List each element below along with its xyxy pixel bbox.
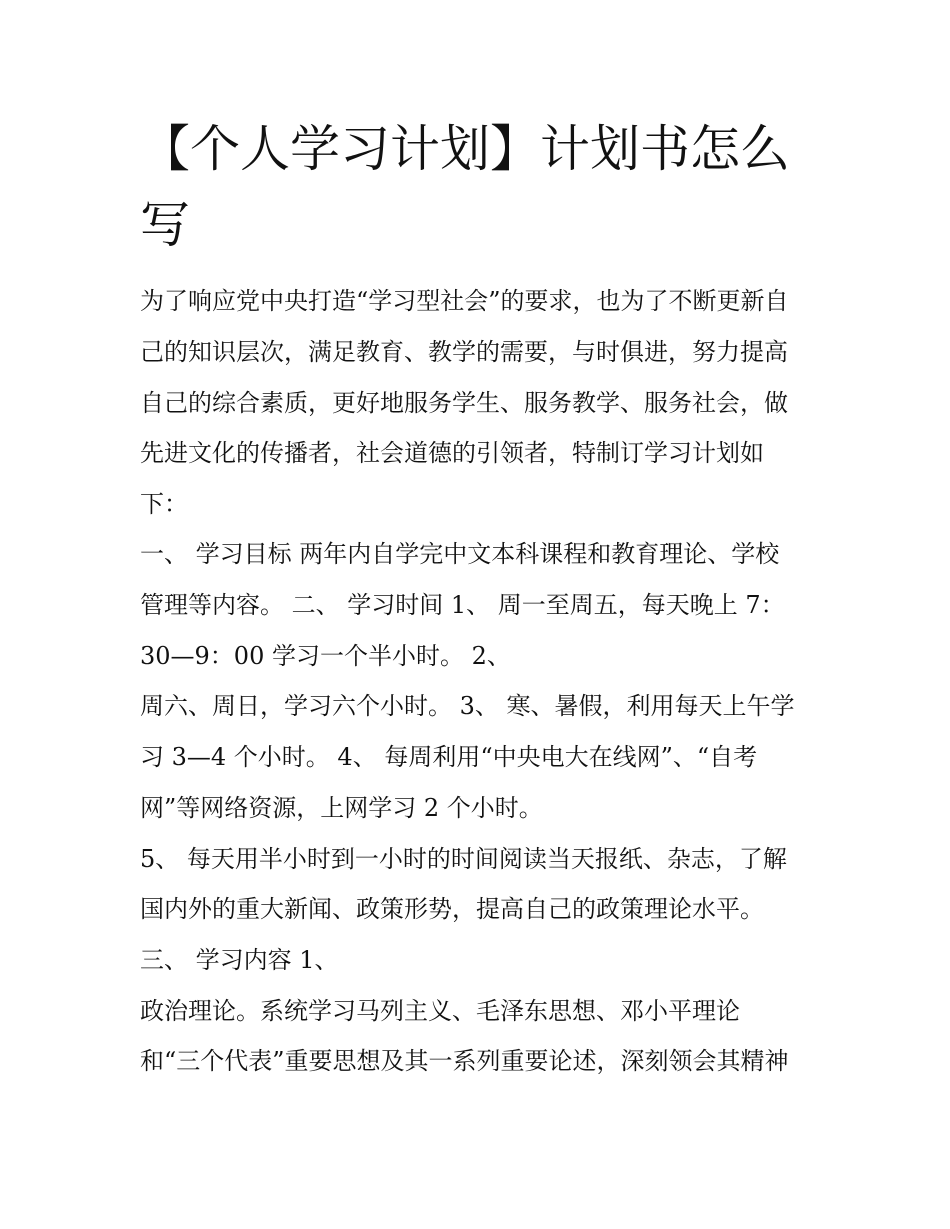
body-line-8: 30—9：00 学习一个半小时。 2、 xyxy=(140,642,511,670)
body-line-15: 政治理论。系统学习马列主义、毛泽东思想、邓小平理论 xyxy=(140,997,740,1025)
body-line-7: 管理等内容。 二、 学习时间 1、 周一至周五，每天晚上 7： xyxy=(140,591,785,619)
body-line-2: 己的知识层次，满足教育、教学的需要，与时俱进，努力提高 xyxy=(140,338,788,366)
body-line-13: 国内外的重大新闻、政策形势，提高自己的政策理论水平。 xyxy=(140,895,764,923)
body-line-4: 先进文化的传播者，社会道德的引领者，特制订学习计划如 xyxy=(140,439,764,467)
document-title-line-1: 【个人学习计划】计划书怎么 xyxy=(140,120,790,178)
body-line-14: 三、 学习内容 1、 xyxy=(140,946,339,974)
body-line-5: 下： xyxy=(140,490,188,518)
body-line-10: 习 3—4 个小时。 4、 每周利用“中央电大在线网”、“自考 xyxy=(140,743,758,771)
body-line-11: 网”等网络资源，上网学习 2 个小时。 xyxy=(140,794,543,822)
body-line-6: 一、 学习目标 两年内自学完中文本科课程和教育理论、学校 xyxy=(140,540,780,568)
body-line-16: 和“三个代表”重要思想及其一系列重要论述，深刻领会其精神 xyxy=(140,1047,789,1075)
body-line-9: 周六、周日，学习六个小时。 3、 寒、暑假，利用每天上午学 xyxy=(140,692,795,720)
body-line-1: 为了响应党中央打造“学习型社会”的要求，也为了不断更新自 xyxy=(140,287,789,315)
document-title-line-2: 写 xyxy=(140,196,190,254)
body-line-3: 自己的综合素质，更好地服务学生、服务教学、服务社会，做 xyxy=(140,389,788,417)
body-line-12: 5、 每天用半小时到一小时的时间阅读当天报纸、杂志，了解 xyxy=(140,845,787,873)
